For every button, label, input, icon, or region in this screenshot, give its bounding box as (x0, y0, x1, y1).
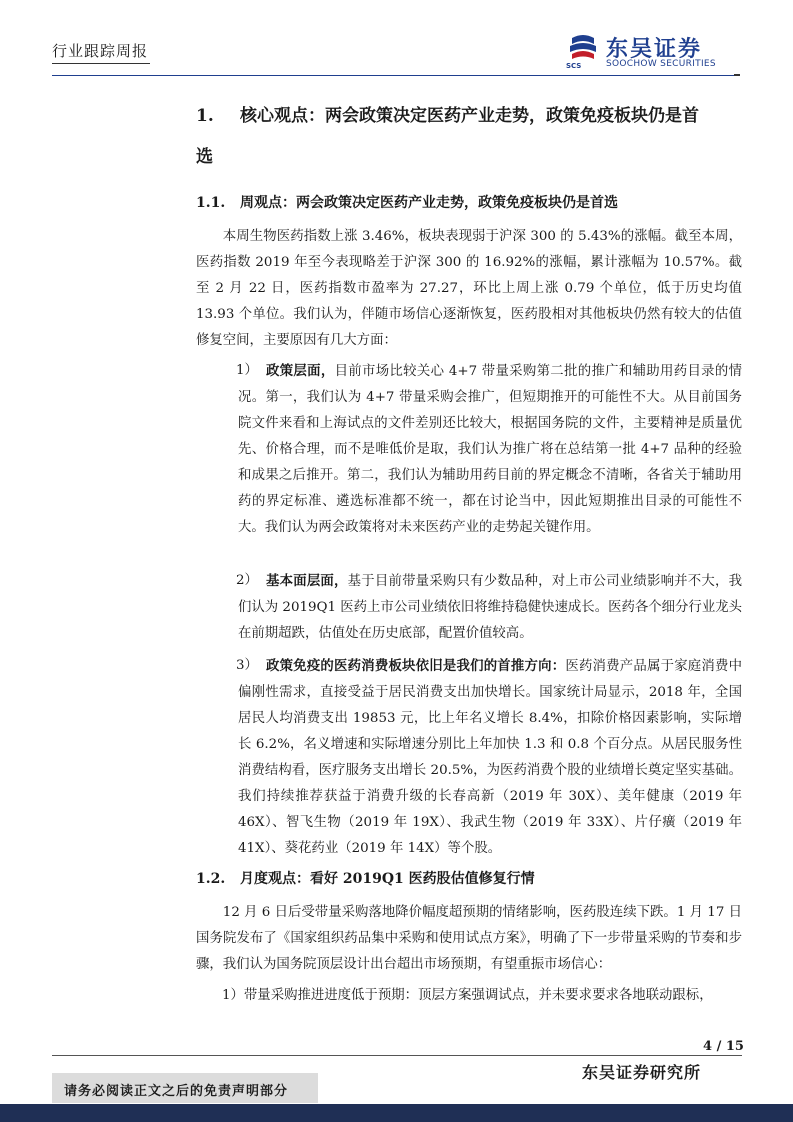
disclaimer-text: 请务必阅读正文之后的免责声明部分 (64, 1084, 289, 1099)
item-text: 目前市场比较关心 4+7 带量采购第二批的推广和辅助用药目录的情况。第一，我们认为 4+7 带量采购会推广，但短期推开的可能性不大。从目前国务院文件来看和上海试点的文件差别还比较大，根据国务院的文件，主要精神是质量优先、价格合理，而不是唯低价是取，我们认为推广将在总结第一批 4+7 品种的经验和成果之后推开。第二，我们认为辅助用药目前的界定概念不清晰，各省关于辅助用药的界定标准、遴选标准都不统一，都在讨论当中，因此短期推出目录的可能性不大。我们认为两会政策将对未来医药产业的走势起关键作用。 (238, 364, 742, 535)
list-marker: 3） (236, 658, 258, 673)
footer-band (0, 1104, 793, 1122)
item-lead: 基本面层面， (266, 573, 348, 589)
tag-underline (52, 63, 150, 64)
item-text: 基于目前带量采购只有少数品种，对上市公司业绩影响并不大，我们认为 2019Q1 医药上市公司业绩依旧将维持稳健快速成长。医药各个细分行业龙头在前期超跌，估值处在历史底部，配置价值较高。 (238, 574, 743, 641)
section-title-line-1: 核心观点：两会政策决定医药产业走势，政策免疫板块仍是首 (240, 106, 699, 126)
header-tick (734, 74, 740, 76)
soochow-logo-icon (566, 34, 600, 64)
footer-org: 东吴证券研究所 (582, 1063, 702, 1082)
logo-en-name: SOOCHOW SECURITIES (606, 59, 716, 69)
subsection-number: 1.1. (196, 195, 226, 211)
subsection-number: 1.2. (196, 871, 226, 887)
report-type-tag: 行业跟踪周报 (52, 42, 149, 60)
list-item-consumption (238, 653, 742, 862)
item-text: 医药消费产品属于家庭消费中偏刚性需求，直接受益于居民消费支出加快增长。国家统计局显示，2018 年，全国居民人均消费支出 19853 元，比上年名义增长 8.4%，扣除价格因素影响，实际增长 6.2%，名义增速和实际增速分别比上年加快 1.3 和 0.8 个百分点。从居民服务性消费结构看，医疗服务支出增长 20.5%，为医药消费个股的业绩增长奠定坚实基础。我们持续推荐获益于消费升级的长春高新（2019 年 30X）、美年健康（2019 年 46X）、智飞生物（2019 年 19X）、我武生物（2019 年 33X）、片仔癀（2019 年 41X）、葵花药业（2019 年 14X）等个股。 (238, 659, 743, 856)
section-1-heading (196, 96, 744, 136)
item-lead: 政策免疫的医药消费板块依旧是我们的首推方向： (266, 658, 566, 674)
header-rule (52, 75, 740, 76)
section-number: 1. (196, 106, 214, 126)
soochow-logo (566, 32, 736, 72)
logo-cn-name: 东吴证券 (606, 37, 703, 62)
subsection-1-1-heading (196, 192, 744, 212)
weekly-summary-paragraph: 本周生物医药指数上涨 3.46%，板块表现弱于沪深 300 的 5.43%的涨幅。截至本周，医药指数 2019 年至今表现略差于沪深 300 的 16.92%的涨幅，累计涨幅为 10.57%。截至 2 月 22 日，医药指数市盈率为 27.27，环比上周上涨 0.79 个单位，低于历史均值 13.93 个单位。我们认为，伴随市场信心逐渐恢复，医药股相对其他板块仍然有较大的估值修复空间，主要原因有几大方面： (196, 229, 742, 348)
section-1-heading-cont (196, 137, 744, 177)
monthly-item-1: 1）带量采购推进进度低于预期：顶层方案强调试点，并未要求要求各地联动跟标， (222, 988, 713, 1003)
section-title-line-2: 选 (196, 147, 213, 167)
page-number: 4 / 15 (703, 1039, 744, 1054)
list-marker: 2） (236, 573, 258, 588)
monthly-view-paragraph: 12 月 6 日后受带量采购落地降价幅度超预期的情绪影响，医药股连续下跌。1 月 17 日国务院发布了《国家组织药品集中采购和使用试点方案》，明确了下一步带量采购的节奏和步骤，我们认为国务院顶层设计出台超出市场预期，有望重振市场信心： (196, 905, 742, 972)
logo-abbr: SCS (566, 62, 582, 70)
list-item-fundamentals (238, 568, 742, 647)
list-marker: 1） (236, 363, 258, 378)
list-item-policy (238, 358, 742, 541)
subsection-1-2-heading (196, 868, 744, 888)
subsection-title: 月度观点：看好 2019Q1 医药股估值修复行情 (240, 871, 535, 887)
subsection-title: 周观点：两会政策决定医药产业走势，政策免疫板块仍是首选 (240, 195, 618, 211)
footer-rule (52, 1055, 742, 1056)
item-lead: 政策层面， (266, 363, 335, 379)
